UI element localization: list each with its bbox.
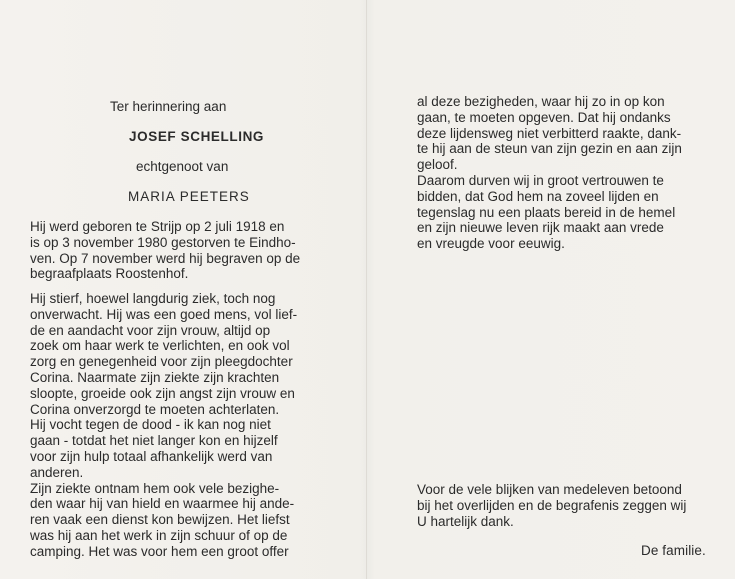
text-line: is op 3 november 1980 gestorven te Eindho- bbox=[30, 234, 296, 250]
text-line: Hij werd geboren te Strijp op 2 juli 1918 en bbox=[30, 219, 285, 234]
text-line: camping. Het was voor hem een groot offer bbox=[30, 543, 289, 559]
text-line: Corina onverzorgd te moeten achterlaten. bbox=[30, 401, 280, 417]
text-line: onverwacht. Hij was een goed mens, vol lief- bbox=[30, 306, 298, 322]
text-line: voor zijn hulp totaal afhankelijk werd van bbox=[30, 448, 273, 464]
text-line: al deze bezigheden, waar hij zo in op kon bbox=[417, 94, 665, 109]
text-line: gaan, te moeten opgeven. Dat hij ondanks bbox=[417, 109, 671, 125]
text-line: was hij aan het werk in zijn schuur of op de bbox=[30, 527, 288, 543]
text-line: Hij stierf, hoewel langdurig ziek, toch nog bbox=[30, 291, 276, 306]
text-line: anderen. bbox=[30, 464, 84, 480]
thanks-paragraph bbox=[417, 482, 713, 529]
text-line: U hartelijk dank. bbox=[417, 513, 514, 529]
birth-paragraph bbox=[30, 219, 330, 282]
intro-text: Ter herinnering aan bbox=[110, 99, 227, 114]
text-line: geloof. bbox=[417, 157, 458, 173]
relation-text: echtgenoot van bbox=[136, 159, 229, 174]
text-line: ven. Op 7 november werd hij begraven op de bbox=[30, 250, 301, 266]
text-line: zorg en genegenheid voor zijn pleegdochter bbox=[30, 354, 293, 370]
text-line: Voor de vele blijken van medeleven betoond bbox=[417, 482, 682, 497]
text-line: gaan - totdat het niet langer kon en hijzelf bbox=[30, 433, 278, 449]
text-line: Corina. Naarmate zijn ziekte zijn krachten bbox=[30, 369, 280, 385]
signature: De familie. bbox=[641, 543, 706, 558]
deceased-name: JOSEF SCHELLING bbox=[129, 129, 265, 144]
text-line: en zijn nieuwe leven rijk maakt aan vrede bbox=[417, 220, 664, 236]
text-line: en vreugde voor eeuwig. bbox=[417, 236, 565, 252]
spouse-name: MARIA PEETERS bbox=[128, 189, 250, 204]
text-line: bij het overlijden en de begrafenis zeggen wij bbox=[417, 497, 687, 513]
text-line: ren vaak een dienst kon bewijzen. Het liefst bbox=[30, 512, 290, 528]
life-paragraph bbox=[30, 291, 330, 560]
text-line: bidden, dat God hem na zoveel lijden en bbox=[417, 188, 659, 204]
left-page bbox=[0, 0, 366, 579]
text-line: Daarom durven wij in groot vertrouwen te bbox=[417, 172, 664, 188]
text-line: den waar hij van hield en waarmee hij ande- bbox=[30, 496, 295, 512]
text-line: zoek om haar werk te verlichten, en ook vol bbox=[30, 338, 290, 354]
text-line: de en aandacht voor zijn vrouw, altijd op bbox=[30, 322, 271, 338]
text-line: begraafplaats Roostenhof. bbox=[30, 266, 189, 282]
text-line: tegenslag nu een plaats bereid in de hemel bbox=[417, 204, 676, 220]
text-line: sloopte, groeide ook zijn angst zijn vrouw en bbox=[30, 385, 295, 401]
text-line: te hij aan de steun van zijn gezin en aan zijn bbox=[417, 141, 682, 157]
right-page bbox=[367, 0, 735, 579]
text-line: Zijn ziekte ontnam hem ook vele bezighe- bbox=[30, 480, 280, 496]
continuation-paragraph bbox=[417, 94, 713, 252]
text-line: Hij vocht tegen de dood - ik kan nog niet bbox=[30, 417, 271, 433]
text-line: deze lijdensweg niet verbitterd raakte, dank- bbox=[417, 125, 682, 141]
